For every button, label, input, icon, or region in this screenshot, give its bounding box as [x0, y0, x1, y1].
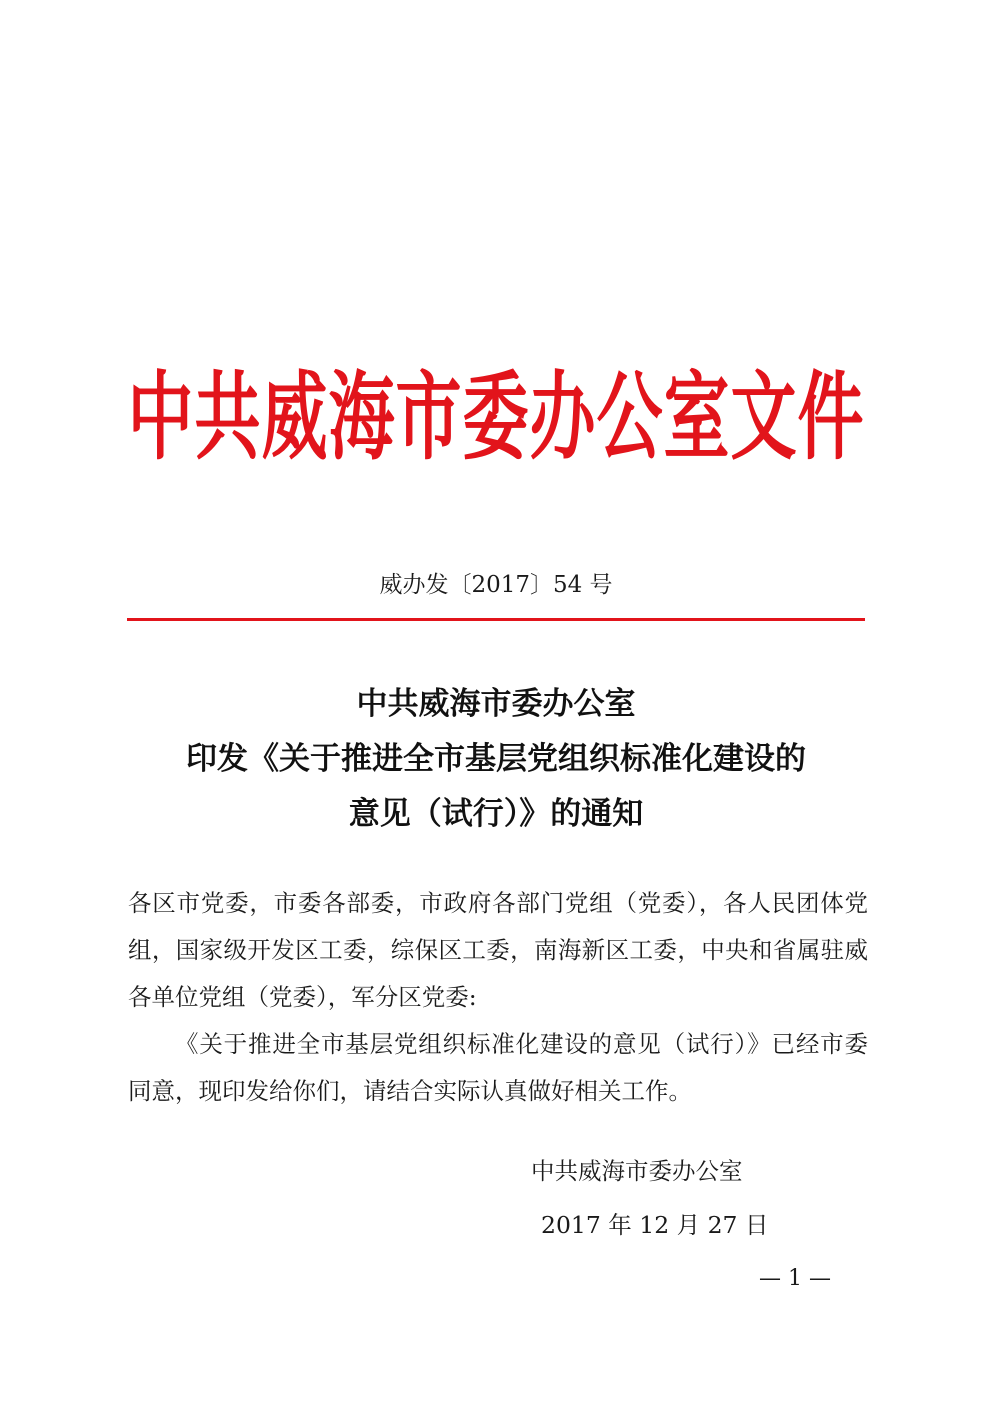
content-paragraph: 《关于推进全市基层党组织标准化建设的意见（试行）》已经市委同意，现印发给你们，请结合实际认真做好相关工作。 [128, 1030, 868, 1105]
signature-organization: 中共威海市委办公室 [531, 1157, 743, 1185]
document-title [100, 677, 892, 842]
title-line-2: 印发《关于推进全市基层党组织标准化建设的 [186, 741, 806, 777]
document-body [128, 880, 868, 1115]
red-separator-line [127, 618, 865, 621]
document-number: 威办发〔2017〕54 号 [379, 572, 613, 598]
page-number: — 1 — [759, 1266, 831, 1291]
document-masthead: 中共威海市委办公室文件 [127, 361, 865, 474]
signature-date: 2017 年 12 月 27 日 [541, 1211, 769, 1239]
addressees-paragraph: 各区市党委，市委各部委，市政府各部门党组（党委），各人民团体党组，国家级开发区工委，综保区工委，南海新区工委，中央和省属驻威各单位党组（党委），军分区党委: [128, 889, 868, 1011]
title-line-1: 中共威海市委办公室 [356, 686, 636, 722]
title-line-3: 意见（试行）》的通知 [348, 796, 644, 832]
